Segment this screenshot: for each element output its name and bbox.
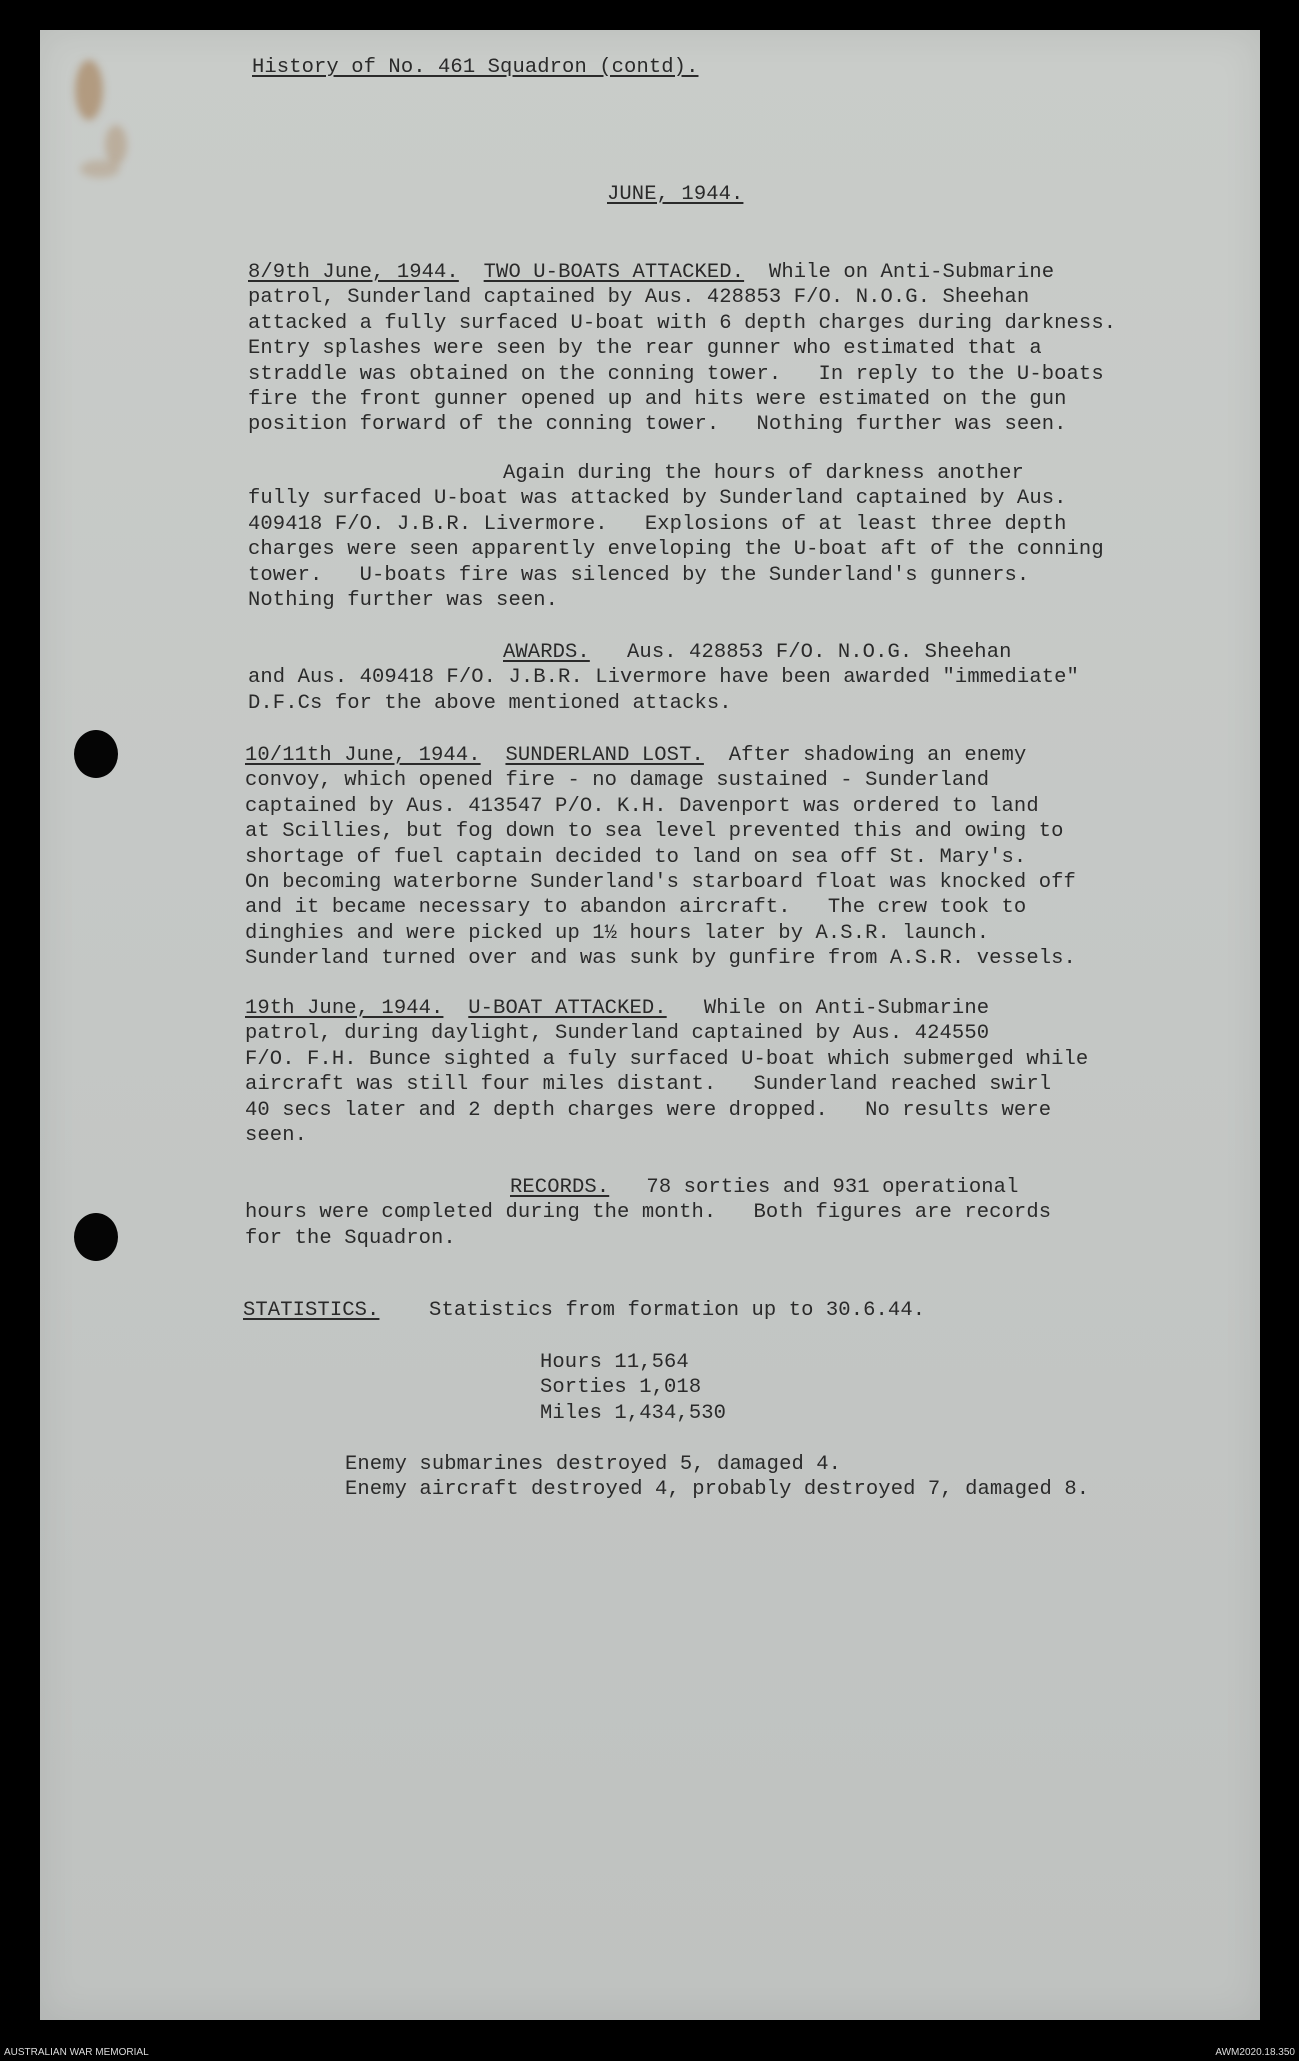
statistics-enemy — [345, 1452, 1089, 1503]
punch-hole — [74, 730, 118, 778]
entry-date: 10/11th June, 1944. — [245, 744, 481, 767]
paragraph-records: RECORDS. 78 sorties and 931 operational hours were completed during the month. Both figures are records for the Squadron. — [245, 1176, 1052, 1250]
paragraph-1: 8/9th June, 1944. TWO U-BOATS ATTACKED. While on Anti-Submarine patrol, Sunderland captained by Aus. 428853 F/O. N.O.G. Sheehan attacked a fully surfaced U-boat with 6 depth charges during darkness. Entry splashes were seen by the rear gunner who estimated that a straddle was obtained on the conning tower. In reply to the U-boats fire the front gunner opened up and hits were estimated on the gun position forward of the conning tower. Nothing further was seen. — [248, 261, 1117, 437]
stat-hours: Hours 11,564 — [540, 1351, 689, 1374]
statistics-line: STATISTICS. Statistics from formation up to 30.6.44. — [243, 1299, 926, 1322]
page-header: History of No. 461 Squadron (contd). — [252, 56, 699, 79]
entry-date: 19th June, 1944. — [245, 997, 444, 1020]
punch-hole — [74, 1213, 118, 1261]
entry-heading: U-BOAT ATTACKED. — [468, 997, 667, 1020]
stat-miles: Miles 1,434,530 — [540, 1401, 727, 1425]
entry-heading: RECORDS. — [510, 1176, 610, 1199]
footer-institution: AUSTRALIAN WAR MEMORIAL — [4, 2047, 149, 2058]
stat-submarines: Enemy submarines destroyed 5, damaged 4. — [345, 1453, 842, 1476]
stat-aircraft: Enemy aircraft destroyed 4, probably destroyed 7, damaged 8. — [345, 1478, 1090, 1502]
month-heading: JUNE, 1944. — [607, 183, 744, 206]
statistics-heading: STATISTICS. — [243, 1299, 380, 1322]
paragraph-2: Again during the hours of darkness another fully surfaced U-boat was attacked by Sunderland captained by Aus. 409418 F/O. J.B.R. Livermore. Explosions of at least three depth charges were seen apparently enveloping the U-boat aft of the conning tower. U-boats fire was silenced by the Sunderland's gunners. Nothing further was seen. — [248, 462, 1104, 613]
rust-stain — [75, 60, 103, 120]
entry-heading: TWO U-BOATS ATTACKED. — [483, 261, 745, 284]
rust-stain — [105, 125, 127, 165]
stat-sorties: Sorties 1,018 — [540, 1376, 702, 1400]
entry-heading: AWARDS. — [503, 641, 590, 664]
paragraph-awards: AWARDS. Aus. 428853 F/O. N.O.G. Sheehan and Aus. 409418 F/O. J.B.R. Livermore have been awarded "immediate" D.F.Cs for the above mentioned attacks. — [248, 641, 1079, 715]
paragraph-4: 10/11th June, 1944. SUNDERLAND LOST. After shadowing an enemy convoy, which opened fire - no damage sustained - Sunderland captained by Aus. 413547 P/O. K.H. Davenport was ordered to land at Scillies, but fog down to sea level prevented this and owing to shortage of fuel captain decided to land on sea off St. Mary's. On becoming waterborne Sunderland's starboard float was knocked off and it became necessary to abandon aircraft. The crew took to dinghies and were picked up 1½ hours later by A.S.R. launch. Sunderland turned over and was sunk by gunfire from A.S.R. vessels. — [245, 744, 1076, 971]
entry-heading: SUNDERLAND LOST. — [505, 744, 704, 767]
rust-stain — [80, 160, 120, 178]
footer-reference: AWM2020.18.350 — [1215, 2047, 1295, 2058]
paragraph-5: 19th June, 1944. U-BOAT ATTACKED. While on Anti-Submarine patrol, during daylight, Sunderland captained by Aus. 424550 F/O. F.H. Bunce sighted a fuly surfaced U-boat which submerged while aircraft was still four miles distant. Sunderland reached swirl 40 secs later and 2 depth charges were dropped. No results were seen. — [245, 997, 1089, 1148]
statistics-figures — [540, 1350, 726, 1426]
entry-date: 8/9th June, 1944. — [248, 261, 459, 284]
